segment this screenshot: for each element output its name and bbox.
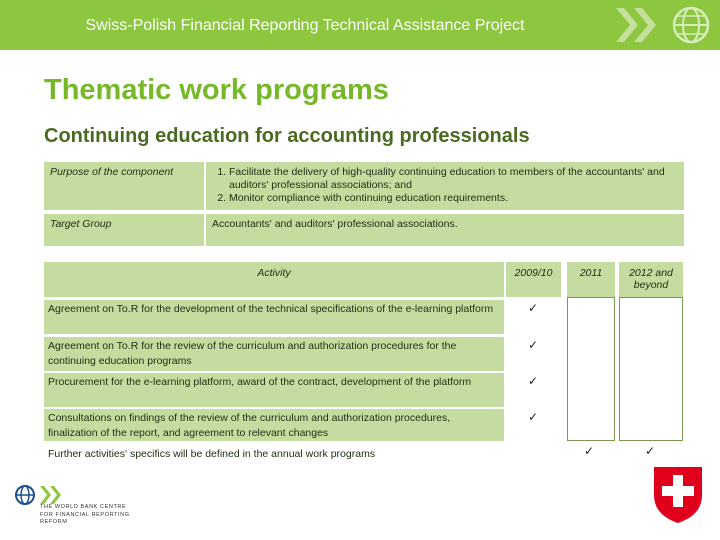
purpose-value — [206, 162, 684, 210]
world-bank-logo-icon — [14, 484, 74, 506]
column-2012-box — [619, 297, 683, 441]
globe-icon — [670, 4, 712, 46]
target-label: Target Group — [44, 214, 204, 246]
purpose-label: Purpose of the component — [44, 162, 204, 210]
header-bar — [0, 0, 720, 50]
year-header-2009-10: 2009/10 — [506, 262, 561, 297]
purpose-item: 2. Monitor compliance with continuing education requirements. — [229, 192, 678, 205]
table-row: Agreement on To.R for the review of the curriculum and authorization procedures for the continuing education programs — [44, 337, 504, 371]
check-icon: ✓ — [645, 444, 656, 458]
check-icon: ✓ — [528, 301, 539, 315]
year-header-2011: 2011 — [567, 262, 615, 297]
table-row: Consultations on findings of the review of the curriculum and authorization procedures, finalization of the report, and agreement to relevant changes — [44, 409, 504, 441]
table-row: Agreement on To.R for the development of the technical specifications of the e-learning platform — [44, 300, 504, 334]
chevrons-icon — [612, 6, 662, 44]
page-title: Thematic work programs — [44, 74, 389, 106]
swiss-emblem-icon — [652, 465, 704, 525]
column-2011-box — [567, 297, 615, 441]
year-header-2012: 2012 and beyond — [619, 262, 683, 297]
activity-header: Activity — [44, 262, 504, 297]
header-title: Swiss-Polish Financial Reporting Technical Assistance Project — [85, 17, 525, 34]
check-icon: ✓ — [528, 338, 539, 352]
footer-row: Further activities' specifics will be defined in the annual work programs — [48, 448, 376, 460]
world-bank-text: THE WORLD BANK CENTRE FOR FINANCIAL REPORTING REFORM — [40, 504, 130, 525]
target-value: Accountants' and auditors' professional associations. — [206, 214, 684, 246]
purpose-item: 1. Facilitate the delivery of high-quality continuing education to members of the accountants' and auditors' professional associations; and — [229, 166, 678, 192]
check-icon: ✓ — [528, 410, 539, 424]
table-row: Procurement for the e-learning platform, award of the contract, development of the platform — [44, 373, 504, 407]
check-icon: ✓ — [528, 374, 539, 388]
page-subtitle: Continuing education for accounting professionals — [44, 125, 530, 147]
check-icon: ✓ — [584, 444, 595, 458]
